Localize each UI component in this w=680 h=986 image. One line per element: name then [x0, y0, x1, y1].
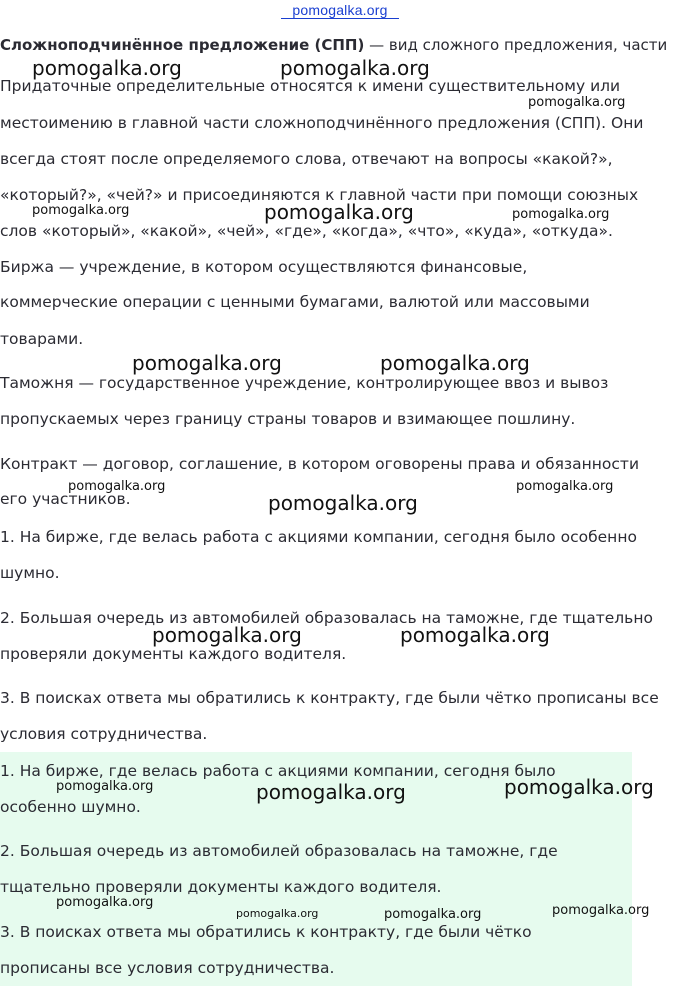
watermark: pomogalka.org	[280, 56, 430, 80]
watermark: pomogalka.org	[380, 351, 530, 375]
watermark: pomogalka.org	[516, 479, 614, 494]
site-header-link[interactable]: pomogalka.org	[0, 2, 680, 19]
exercise-line: 3. В поисках ответа мы обратились к контракту, где были чётко прописаны все	[0, 689, 659, 707]
exercise-line: условия сотрудничества.	[0, 725, 208, 743]
watermark: pomogalka.org	[384, 907, 482, 922]
watermark: pomogalka.org	[256, 780, 406, 804]
watermark: pomogalka.org	[512, 207, 610, 222]
answer-line: 1. На бирже, где велась работа с акциями компании, сегодня было	[0, 762, 556, 780]
exercise-line: 1. На бирже, где велась работа с акциями компании, сегодня было особенно	[0, 528, 637, 546]
watermark: pomogalka.org	[32, 203, 130, 218]
exercise-line: проверяли документы каждого водителя.	[0, 645, 347, 663]
watermark: pomogalka.org	[68, 479, 166, 494]
theory-line: Придаточные определительные относятся к имени существительному или	[0, 77, 621, 95]
watermark: pomogalka.org	[504, 775, 654, 799]
glossary-line: Таможня — государственное учреждение, контролирующее ввоз и вывоз	[0, 374, 609, 392]
glossary-line: товарами.	[0, 330, 84, 348]
watermark: pomogalka.org	[264, 200, 414, 224]
theory-line: всегда стоят после определяемого слова, отвечают на вопросы «какой?»,	[0, 150, 613, 168]
theory-line: местоимению в главной части сложноподчинённого предложения (СПП). Они	[0, 114, 644, 132]
answer-line: 3. В поисках ответа мы обратились к контракту, где были чётко	[0, 923, 532, 941]
watermark: pomogalka.org	[528, 95, 626, 110]
glossary-line: его участников.	[0, 490, 131, 508]
glossary-line: Биржа — учреждение, в котором осуществляются финансовые,	[0, 258, 528, 276]
watermark: pomogalka.org	[268, 491, 418, 515]
glossary-line: пропускаемых через границу страны товаров и взимающее пошлину.	[0, 410, 576, 428]
answer-line: 2. Большая очередь из автомобилей образовалась на таможне, где	[0, 842, 558, 860]
exercise-line: шумно.	[0, 564, 60, 582]
answer-line: прописаны все условия сотрудничества.	[0, 959, 335, 977]
theory-line: слов «который», «какой», «чей», «где», «когда», «что», «куда», «откуда».	[0, 222, 613, 240]
theory-line: «который?», «чей?» и присоединяются к главной части при помощи союзных	[0, 186, 639, 204]
watermark: pomogalka.org	[400, 623, 550, 647]
watermark: pomogalka.org	[56, 895, 154, 910]
glossary-line: коммерческие операции с ценными бумагами, валютой или массовыми	[0, 293, 590, 311]
definition-line	[0, 35, 667, 55]
definition-term: Сложноподчинённое предложение (СПП)	[0, 36, 365, 54]
watermark: pomogalka.org	[236, 907, 319, 920]
answer-line: особенно шумно.	[0, 798, 141, 816]
watermark: pomogalka.org	[56, 779, 154, 794]
watermark: pomogalka.org	[132, 351, 282, 375]
answer-line: тщательно проверяли документы каждого водителя.	[0, 878, 442, 896]
watermark: pomogalka.org	[152, 623, 302, 647]
watermark: pomogalka.org	[552, 903, 650, 918]
watermark: pomogalka.org	[32, 56, 182, 80]
exercise-line: 2. Большая очередь из автомобилей образовалась на таможне, где тщательно	[0, 609, 653, 627]
glossary-line: Контракт — договор, соглашение, в котором оговорены права и обязанности	[0, 455, 640, 473]
definition-rest: — вид сложного предложения, части	[364, 36, 668, 54]
